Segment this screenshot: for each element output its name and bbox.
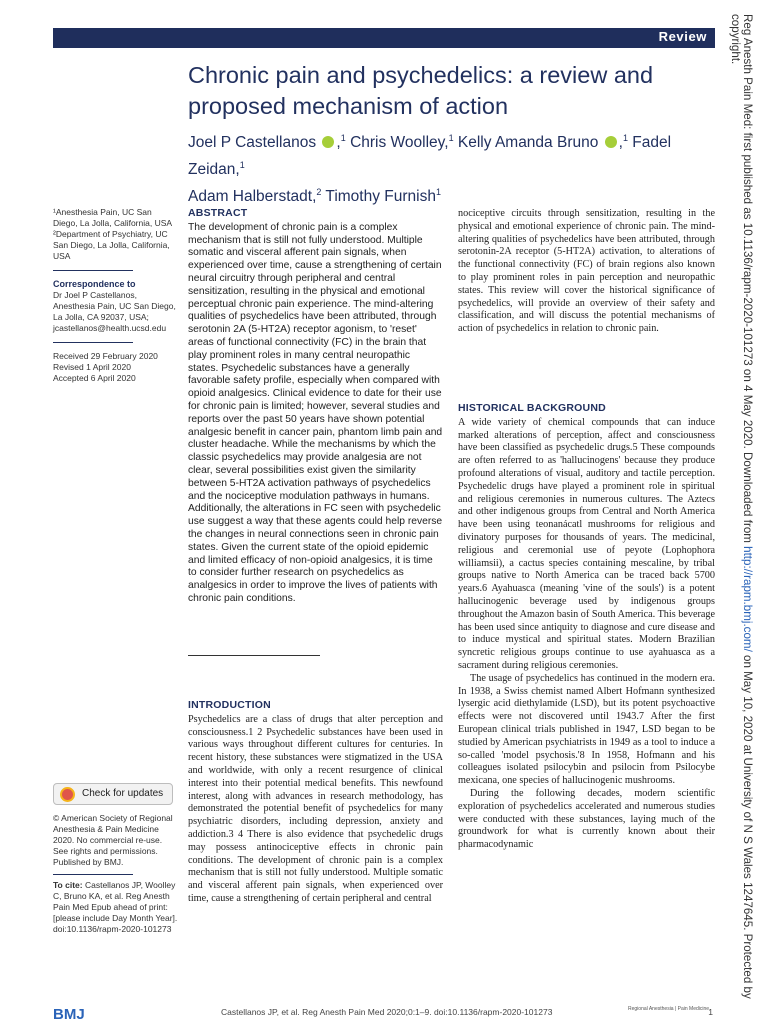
page-footer bbox=[53, 1006, 715, 1024]
historical-section bbox=[458, 402, 715, 852]
divider bbox=[53, 874, 133, 875]
author-affiliation-mark: 1 bbox=[340, 133, 346, 143]
author-name[interactable]: Adam Halberstadt bbox=[188, 188, 313, 206]
author-name[interactable]: Kelly Amanda Bruno bbox=[457, 134, 599, 152]
copyright-block bbox=[53, 813, 178, 935]
historical-heading: HISTORICAL BACKGROUND bbox=[458, 402, 606, 414]
author-affiliation-mark: 1 bbox=[239, 160, 245, 171]
bmj-logo: BMJ bbox=[53, 1006, 85, 1023]
author-list: Joel P Castellanos ,$^1$ Chris Woolley,$^1$ Kelly Amanda Bruno ,$^1$ Fadel Zeidan,$^1$ Adam Halberstadt,$^2$ Timothy Furnish$^1$ bbox=[188, 133, 672, 206]
revised-date: Revised 1 April 2020 bbox=[53, 362, 131, 372]
to-cite-text: Castellanos JP, Woolley C, Bruno KA, et al. Reg Anesth Pain Med Epub ahead of print: [please include Day Month Year]. doi:10.1136/rapm-2020-101273 bbox=[53, 880, 178, 934]
author-name[interactable]: Fadel Zeidan bbox=[188, 134, 672, 179]
received-date: Received 29 February 2020 bbox=[53, 351, 158, 361]
abstract-divider bbox=[188, 655, 320, 656]
intro-continued bbox=[458, 208, 715, 336]
author-name[interactable]: Joel P Castellanos bbox=[188, 134, 317, 152]
correspondence-line: Anesthesia Pain, UC San Diego, bbox=[53, 301, 176, 311]
page-number: 1 bbox=[708, 1007, 713, 1017]
author-name[interactable]: Timothy Furnish bbox=[325, 188, 436, 206]
article-title: Chronic pain and psychedelics: a review and proposed mechanism of action bbox=[188, 62, 654, 119]
abstract-heading: ABSTRACT bbox=[188, 207, 248, 219]
article-type-label: Review bbox=[658, 29, 707, 44]
check-for-updates-button[interactable] bbox=[53, 783, 173, 805]
introduction-text: Psychedelics are a class of drugs that alter perception and consciousness.1 2 Psychedelic substances have been used in various ways throughout different cultures for centuries. In recent history, these substances were stigmatized in the USA and worldwide, with only a recent resurgence of clinical interest into their potential medical benefits. This newfound interest, along with advances in research methodology, has demonstrated the potential benefit of psychedelics for many psychiatric disorders, including depression, anxiety and addiction.3 4 There is also evidence that psychedelic drugs may possess antinociceptive effects in chronic pain conditions. The development of chronic pain is a complex mechanism that is still not fully understood. Multiple somatic and visceral afferent pain signals, when experienced over time, cause a strengthening of certain peripheral and central bbox=[188, 713, 443, 904]
historical-paragraph-3: During the following decades, modern scientific exploration of psychedelics accelerated and numerous studies were conducted with these substances, laying much of the groundwork for what is currently known about their pharmacodynamic bbox=[458, 787, 715, 851]
download-notice bbox=[731, 14, 753, 1009]
historical-paragraph-2: The usage of psychedelics has continued in the modern era. In 1938, a Swiss chemist named Albert Hofmann synthesized lysergic acid diethylamide (LSD), but its potent psychoactive effects were not discovered until 1943.7 After the first European clinical trials published in 1947, LSD began to be studied by American psychiatrists in 1949 as a tool to induce a so-called 'model psychosis.'8 In 1958, Hofmann and his colleagues isolated psilocybin and psilocin from Psilocybe mexicana, one species of hallucinogenic mushrooms. bbox=[458, 672, 715, 787]
divider bbox=[53, 270, 133, 271]
journal-logos: Regional Anesthesia | Pain Medicine bbox=[628, 1006, 710, 1012]
introduction-section bbox=[188, 699, 443, 906]
author-affiliation-mark: 1 bbox=[622, 133, 628, 143]
correspondence-line: Dr Joel P Castellanos, bbox=[53, 290, 137, 300]
divider bbox=[53, 342, 133, 343]
orcid-icon[interactable] bbox=[605, 136, 617, 148]
check-updates-icon bbox=[60, 787, 75, 802]
accepted-date: Accepted 6 April 2020 bbox=[53, 373, 136, 383]
notice-text: Reg Anesth Pain Med: first published as 10.1136/rapm-2020-101273 on 4 May 2020. Downloaded from bbox=[741, 14, 754, 547]
intro-continued-text: nociceptive circuits through sensitization, resulting in the physical and emotional experience of chronic pain. The mind-altering qualities of psychedelics have been attributed, through serotonin-2A receptor (5-HT2A) activation, to alterations of the functional connectivity (FC) of brain regions also known to play prominent roles in pain perception and neuropathic states. This review will cover the historical significance of psychedelics, will provide an overview of their safety and classification, and will discuss the potential mechanisms of action of psychedelics in relation to chronic pain. bbox=[458, 208, 715, 335]
abstract-text: The development of chronic pain is a complex mechanism that is still not fully understood. Multiple somatic and visceral afferent pain signals, when experienced over time, cause a strengthening of certain neural circuitry through peripheral and central sensitization, resulting in the physical and emotional perceptual chronic pain experience. The mind-altering qualities of psychedelics have been attributed, through serotonin 2A (5-HT2A) receptor agonism, to 'reset' areas of functional connectivity (FC) in the brain that play prominent roles in many central neuropathic states. Psychedelic substances have a generally favorable safety profile, especially when compared with opioid analgesics. Clinical evidence to date for their use for chronic pain is limited; however, several studies and reports over the past 50 years have shown potential analgesic benefit in cancer pain, phantom limb pain and cluster headache. While the mechanisms by which the classic psychedelics may provide analgesia are not clear, several possibilities exist given the similarity between 5-HT2A activation pathways of psychedelics and the nociceptive modulation pathways in humans. Additionally, the alterations in FC seen with psychedelic use suggest a way that these agents could help reverse the changes in neural connections seen in chronic pain states. Given the current state of the opioid epidemic and limited efficacy of non-opioid analgesics, it is time to consider further research on psychedelics as analgesics in order to improve the lives of patients with chronic pain conditions. bbox=[188, 221, 443, 604]
introduction-heading: INTRODUCTION bbox=[188, 699, 271, 711]
footer-citation: Castellanos JP, et al. Reg Anesth Pain Med 2020;0:1–9. doi:10.1136/rapm-2020-101273 bbox=[221, 1007, 553, 1017]
author-name[interactable]: Chris Woolley bbox=[350, 134, 445, 152]
affiliation-2: ²Department of Psychiatry, UC San Diego, La Jolla, California, USA bbox=[53, 229, 170, 261]
orcid-icon[interactable] bbox=[322, 136, 334, 148]
correspondence-email[interactable]: jcastellanos@health.ucsd.edu bbox=[53, 323, 167, 333]
abstract-section bbox=[188, 207, 443, 606]
historical-paragraph-1: A wide variety of chemical compounds that can induce marked alterations of perception, affect and consciousness have been classified as psychedelic drugs.5 These compounds are often referred to as 'hallucinogens' because they produce profound alterations of visual, auditory and tactile perception. Psychedelic drugs have played a prominent role in spiritual and religious ceremonies in numerous cultures. The Aztecs and other indigenous groups from Central and North America have been using teonanácatl mushrooms for religious and divinatory purposes for thousands of years. The medicinal, religious and ceremonial use of peyote (Lophophora williamsii), a cactus species containing mescaline, by tribal groups native to North America can be traced back 5700 years.6 Ayahuasca (meaning 'vine of the souls') is a potent hallucinogenic beverage used by indigenous groups throughout the Amazon basin of South America. This beverage has been used since antiquity to diagnose and cure disease and to induce mystical and spiritual states. Modern Brazilian syncretic religious groups continue to use ayahuasca as a sacrament during religious ceremonies. bbox=[458, 416, 715, 671]
correspondence-line: La Jolla, CA 92037, USA; bbox=[53, 312, 149, 322]
copyright-text: © American Society of Regional Anesthesia & Pain Medicine 2020. No commercial re-use. See rights and permissions. Published by BMJ. bbox=[53, 813, 173, 867]
notice-text-end: on May 10, 2020 at University of N S Wales 1247645. Protected by copyright. bbox=[729, 14, 754, 999]
author-affiliation-mark: 1 bbox=[435, 187, 441, 198]
check-updates-label: Check for updates bbox=[82, 788, 164, 799]
author-affiliation-mark: 2 bbox=[316, 187, 322, 198]
journal-header-bar bbox=[53, 28, 715, 48]
correspondence-heading: Correspondence to bbox=[53, 279, 136, 289]
affiliation-1: ¹Anesthesia Pain, UC San Diego, La Jolla, California, USA bbox=[53, 207, 173, 228]
author-affiliation-mark: 1 bbox=[448, 133, 454, 143]
to-cite-heading: To cite: bbox=[53, 880, 83, 890]
affiliations-block bbox=[53, 207, 178, 384]
journal-link[interactable]: http://rapm.bmj.com/ bbox=[741, 546, 754, 652]
